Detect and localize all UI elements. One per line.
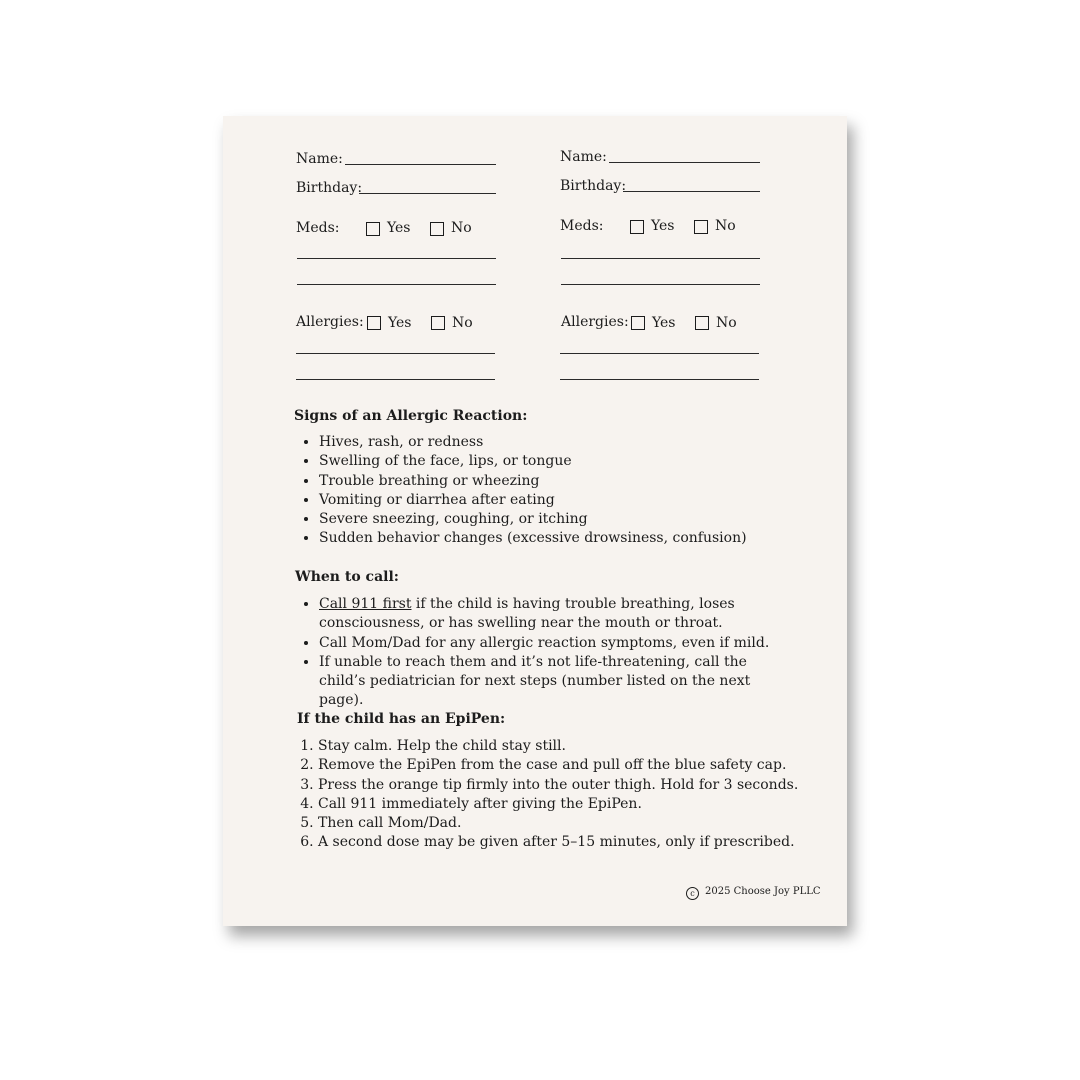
meds-yes-label: Yes [651,218,675,234]
birthday-label: Birthday: [296,180,363,196]
copyright-icon: c [686,887,699,900]
meds-yes-checkbox[interactable] [366,222,380,236]
allergies-no-checkbox[interactable] [695,316,709,330]
allergies-yes-label: Yes [652,315,676,331]
call-911-emphasis: Call 911 first [319,596,412,612]
copyright-notice [686,885,821,900]
meds-yes-checkbox[interactable] [630,220,644,234]
allergies-yes-checkbox[interactable] [631,316,645,330]
copyright-text: 2025 Choose Joy PLLC [705,886,821,897]
signs-heading: Signs of an Allergic Reaction: [294,408,528,424]
name-input-line[interactable] [609,162,760,163]
allergies-details-line-2[interactable] [296,379,495,380]
list-item: • Sudden behavior changes (excessive drowsiness, confusion) [319,529,849,548]
meds-no-label: No [715,218,736,234]
meds-no-label: No [451,220,472,236]
meds-details-line-1[interactable] [561,258,760,259]
allergies-yes-label: Yes [388,315,412,331]
epipen-steps-list [296,737,848,853]
birthday-input-line[interactable] [359,193,496,194]
allergies-label: Allergies: [561,314,629,330]
signs-list [295,433,849,549]
list-item: 2. Remove the EpiPen from the case and pull off the blue safety cap. [318,756,848,775]
meds-label: Meds: [560,218,604,234]
list-item: 3. Press the orange tip firmly into the outer thigh. Hold for 3 seconds. [318,776,848,795]
list-item: • Swelling of the face, lips, or tongue [319,452,849,471]
list-item: 6. A second dose may be given after 5–15 minutes, only if prescribed. [318,833,848,852]
allergies-yes-checkbox[interactable] [367,316,381,330]
meds-details-line-1[interactable] [297,258,496,259]
list-item: • Trouble breathing or wheezing [319,472,849,491]
allergies-no-label: No [716,315,737,331]
when-to-call-list [295,595,789,711]
list-item: • Call Mom/Dad for any allergic reaction symptoms, even if mild. [319,634,789,653]
when-to-call-heading: When to call: [295,569,399,585]
birthday-input-line[interactable] [623,191,760,192]
list-item: • If unable to reach them and it’s not life-threatening, call the child’s pediatrician for next steps (number listed on the next page). [319,653,789,711]
list-item: • Hives, rash, or redness [319,433,849,452]
call-911-detail: if the child is having trouble breathing, loses consciousness, or has swelling near the mouth or throat. [319,596,735,632]
list-item: 4. Call 911 immediately after giving the EpiPen. [318,795,848,814]
list-item: 1. Stay calm. Help the child stay still. [318,737,848,756]
allergies-no-label: No [452,315,473,331]
form-sheet [223,116,847,926]
list-item: 5. Then call Mom/Dad. [318,814,848,833]
allergies-details-line-2[interactable] [560,379,759,380]
meds-no-checkbox[interactable] [694,220,708,234]
meds-yes-label: Yes [387,220,411,236]
allergies-label: Allergies: [296,314,364,330]
name-label: Name: [296,151,343,167]
allergies-details-line-1[interactable] [560,353,759,354]
meds-no-checkbox[interactable] [430,222,444,236]
list-item: • Severe sneezing, coughing, or itching [319,510,849,529]
list-item [319,595,789,634]
list-item: • Vomiting or diarrhea after eating [319,491,849,510]
allergies-no-checkbox[interactable] [431,316,445,330]
meds-details-line-2[interactable] [297,284,496,285]
name-input-line[interactable] [345,164,496,165]
epipen-heading: If the child has an EpiPen: [297,711,506,727]
allergies-details-line-1[interactable] [296,353,495,354]
meds-details-line-2[interactable] [561,284,760,285]
meds-label: Meds: [296,220,340,236]
name-label: Name: [560,149,607,165]
birthday-label: Birthday: [560,178,627,194]
